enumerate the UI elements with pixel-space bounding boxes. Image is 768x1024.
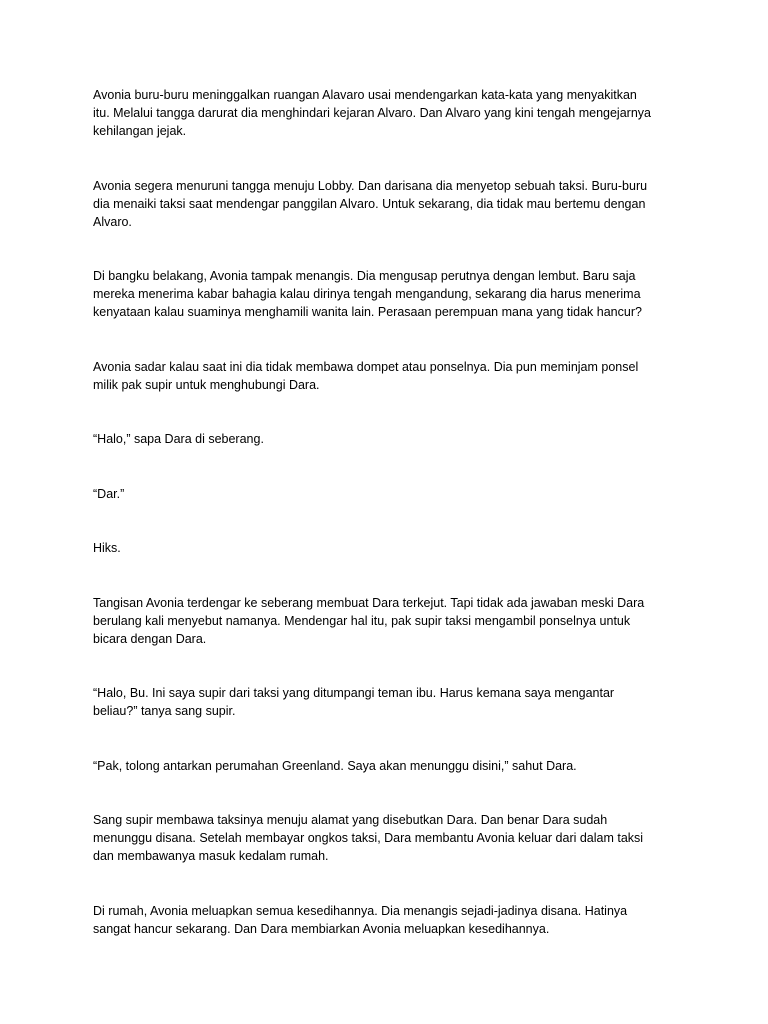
text-line: Sang supir membawa taksinya menuju alamat yang disebutkan Dara. Dan benar Dara sudah (93, 813, 608, 827)
dialogue-line: beliau?” tanya sang supir. (93, 704, 236, 718)
text-line: dia menaiki taksi saat mendengar panggilan Alvaro. Untuk sekarang, dia tidak mau bertemu dengan (93, 196, 646, 211)
dialogue-line: “Halo, Bu. Ini saya supir dari taksi yang ditumpangi teman ibu. Harus kemana saya mengantar (93, 686, 615, 700)
text-line: kenyataan kalau suaminya menghamili wanita lain. Perasaan perempuan mana yang tidak hancur? (93, 305, 642, 319)
paragraph-8 (93, 594, 708, 648)
text-line: Di rumah, Avonia meluapkan semua kesedihannya. Dia menangis sejadi-jadinya disana. Hatinya (93, 903, 628, 918)
paragraph-6 (93, 485, 708, 503)
text-line: Hiks. (93, 541, 121, 555)
text-line: bicara dengan Dara. (93, 631, 207, 646)
paragraph-1 (93, 86, 708, 140)
text-line: Alvaro. (93, 214, 132, 229)
paragraph-11 (93, 811, 708, 865)
dialogue-line: “Halo,” sapa Dara di seberang. (93, 432, 264, 446)
text-line: Tangisan Avonia terdengar ke seberang membuat Dara terkejut. Tapi tidak ada jawaban meski Dara (93, 595, 645, 610)
paragraph-12 (93, 902, 708, 938)
paragraph-3 (93, 267, 708, 321)
text-line: Avonia sadar kalau saat ini dia tidak membawa dompet atau ponselnya. Dia pun meminjam ponsel (93, 359, 639, 374)
text-line: sangat hancur sekarang. Dan Dara membiarkan Avonia meluapkan kesedihannya. (93, 921, 550, 936)
text-line: kehilangan jejak. (93, 124, 187, 138)
dialogue-line: “Pak, tolong antarkan perumahan Greenland. Saya akan menunggu disini,” sahut Dara. (93, 758, 577, 773)
paragraph-7 (93, 539, 708, 557)
text-line: milik pak supir untuk menghubungi Dara. (93, 377, 320, 392)
text-line: Di bangku belakang, Avonia tampak menangis. Dia mengusap perutnya dengan lembut. Baru saja (93, 269, 636, 283)
text-line: Avonia buru-buru meninggalkan ruangan Alavaro usai mendengarkan kata-kata yang menyakitkan (93, 88, 637, 102)
paragraph-4 (93, 358, 708, 394)
text-line: berulang kali menyebut namanya. Mendengar hal itu, pak supir taksi mengambil ponselnya untuk (93, 613, 631, 628)
text-line: itu. Melalui tangga darurat dia menghindari kejaran Alvaro. Dan Alvaro yang kini tengah mengejarnya (93, 106, 651, 120)
text-line: menunggu disana. Setelah membayar ongkos taksi, Dara membantu Avonia keluar dari dalam taksi (93, 831, 644, 845)
text-line: Avonia segera menuruni tangga menuju Lobby. Dan darisana dia menyetop sebuah taksi. Buru-buru (93, 178, 648, 193)
text-line: dan membawanya masuk kedalam rumah. (93, 849, 329, 863)
paragraph-9 (93, 684, 708, 720)
paragraph-2 (93, 177, 708, 231)
dialogue-line: “Dar.” (93, 486, 125, 501)
paragraph-5 (93, 430, 708, 448)
paragraph-10 (93, 757, 708, 775)
text-line: mereka menerima kabar bahagia kalau dirinya tengah mengandung, sekarang dia harus menerima (93, 287, 641, 301)
